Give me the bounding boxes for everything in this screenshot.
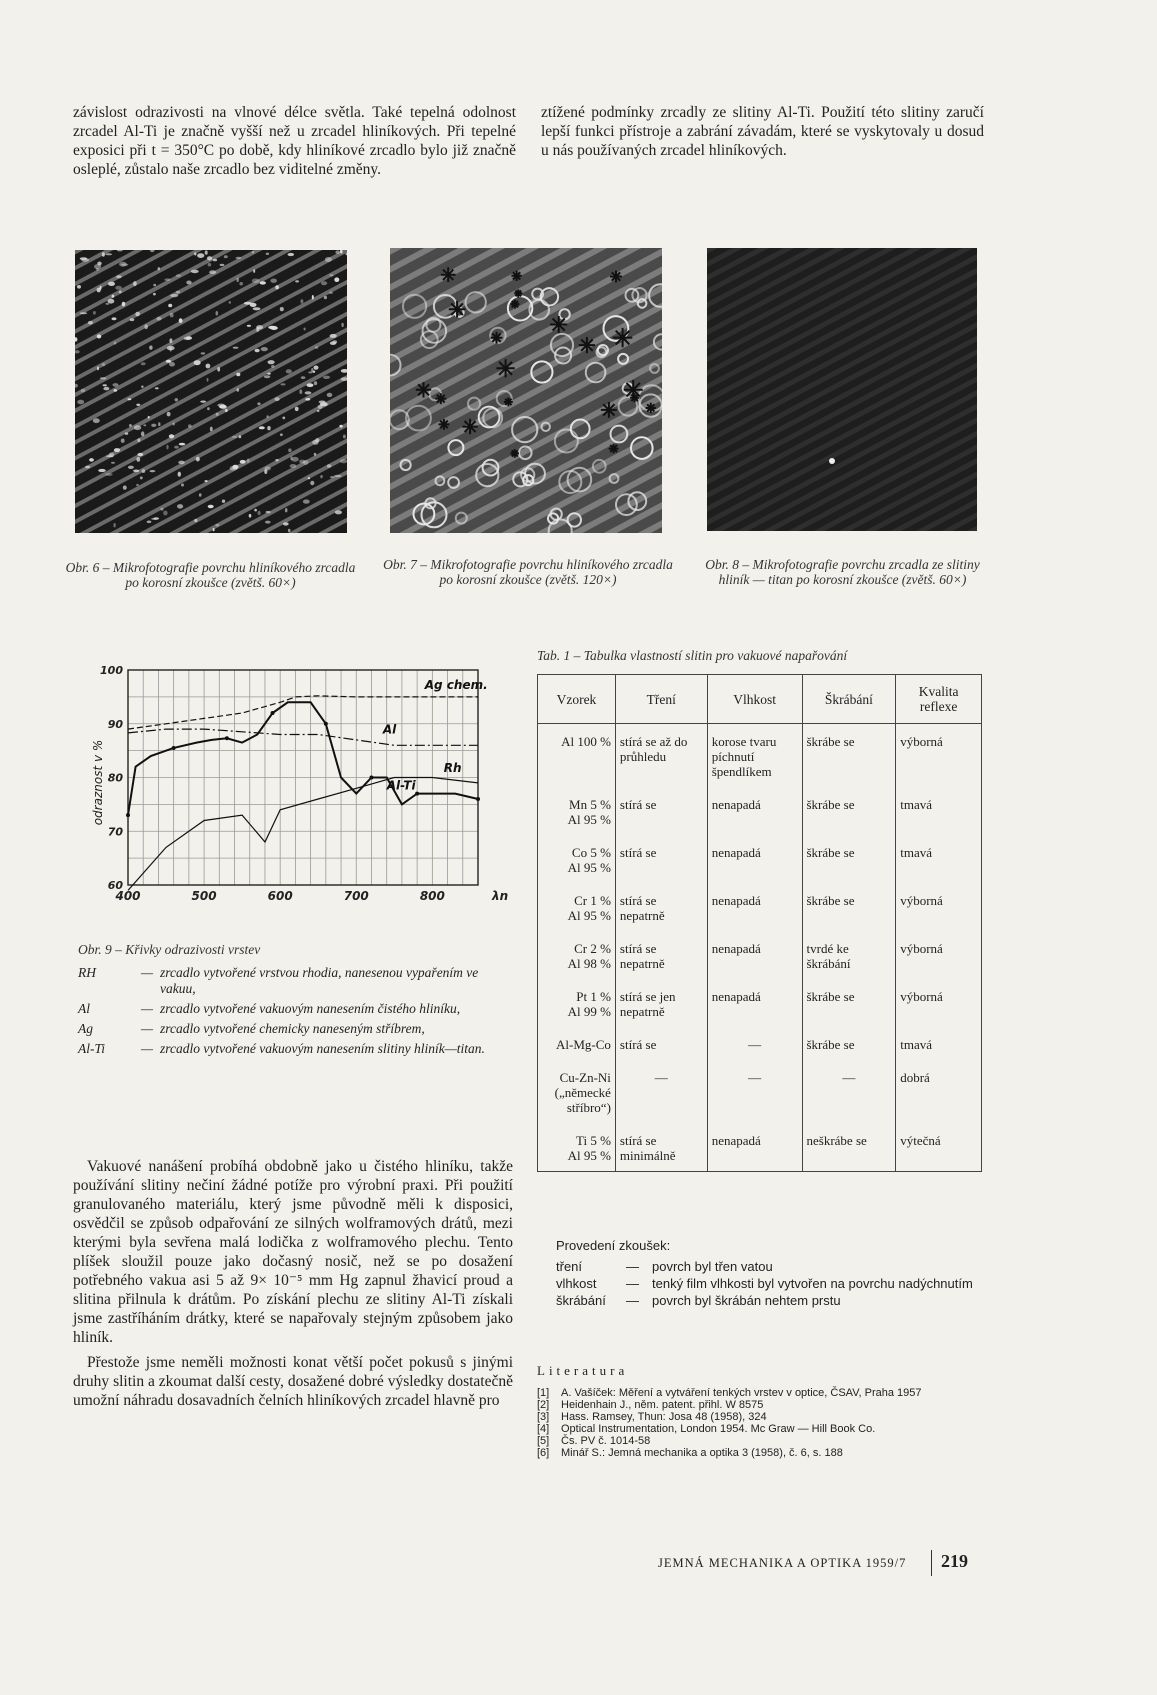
test-note (556, 1259, 976, 1274)
reference-number: [2] (537, 1399, 550, 1411)
table-cell: — (802, 1060, 896, 1123)
series-point (369, 776, 373, 780)
legend-dash: — (140, 1001, 153, 1016)
test-note (556, 1293, 976, 1308)
table-cell: Cr 2 % Al 98 % (538, 931, 616, 979)
legend-entry (78, 1001, 503, 1017)
reference-number: [6] (537, 1447, 550, 1459)
x-tick-label: 500 (191, 889, 217, 903)
reference-number: [1] (537, 1387, 550, 1399)
test-desc: povrch byl škrábán nehtem prstu (652, 1293, 841, 1308)
table-cell: nenapadá (707, 883, 802, 931)
table-cell: stírá se minimálně (615, 1123, 707, 1172)
body-paragraph-2: Přestože jsme neměli možnosti konat větší počet pokusů s jinými druhy slitin a zkoumat další cesty, dosažené dobré výsledky dostatečně umožní náhradu dosavadních čelních hliníkových zrcadel hlavně pro (73, 1354, 513, 1409)
table-cell: Cr 1 % Al 95 % (538, 883, 616, 931)
table-header-cell: Tření (615, 675, 707, 724)
test-desc: tenký film vlhkosti byl vytvořen na povrchu nadýchnutím (652, 1276, 973, 1291)
table-cell: tmavá (896, 787, 982, 835)
table-cell: škrábe se (802, 724, 896, 788)
table-cell: stírá se (615, 787, 707, 835)
y-tick-label: 70 (107, 825, 123, 839)
table-cell: škrábe se (802, 979, 896, 1027)
table-cell: stírá se nepatrně (615, 883, 707, 931)
reference-item (537, 1399, 982, 1411)
x-axis-label: λn (492, 889, 509, 903)
table-cell: výborná (896, 724, 982, 788)
table-cell: nenapadá (707, 979, 802, 1027)
table-cell: stírá se nepatrně (615, 931, 707, 979)
table-cell: Ti 5 % Al 95 % (538, 1123, 616, 1172)
series-point (415, 792, 419, 796)
reference-text: Čs. PV č. 1014-58 (561, 1435, 651, 1447)
series-line-al (128, 729, 478, 745)
table-cell: tmavá (896, 835, 982, 883)
legend-dash: — (140, 1041, 153, 1056)
caption-fig7: Obr. 7 – Mikrofotografie povrchu hliníkového zrcadla po korosní zkoušce (zvětš. 120×) (383, 557, 673, 587)
reference-number: [4] (537, 1423, 550, 1435)
properties-table (537, 674, 982, 1172)
reference-item (537, 1447, 982, 1459)
legend-dash: — (140, 965, 153, 980)
top-right-paragraph: ztížené podmínky zrcadly ze slitiny Al-Ti. Použití této slitiny zaručí lepší funkci přístroje a zabrání závadám, které se vyskytovaly u dosud u nás používaných zrcadel hliníkových. (541, 104, 984, 159)
table-header-cell: Vlhkost (707, 675, 802, 724)
reference-list (537, 1387, 982, 1459)
page-divider (931, 1550, 932, 1576)
table-cell: výtečná (896, 1123, 982, 1172)
series-point (476, 797, 480, 801)
test-term: tření (556, 1259, 583, 1274)
table-cell: stírá se (615, 835, 707, 883)
table-row (538, 1123, 982, 1172)
table-cell: stírá se jen nepatrně (615, 979, 707, 1027)
literature-heading: Literatura (537, 1363, 629, 1378)
legend-text: zrcadlo vytvořené vakuovým nanesením slitiny hliník—titan. (160, 1041, 485, 1056)
legend-text: zrcadlo vytvořené vakuovým nanesením čistého hliníku, (160, 1001, 461, 1016)
x-tick-label: 600 (267, 889, 293, 903)
table-cell: Mn 5 % Al 95 % (538, 787, 616, 835)
micrograph-fig8 (707, 248, 977, 531)
table-row (538, 835, 982, 883)
tests-title: Provedení zkoušek: (556, 1238, 671, 1253)
reference-item (537, 1411, 982, 1423)
test-term: škrábání (556, 1293, 606, 1308)
series-label: Ag chem. (424, 677, 488, 692)
table-cell: neškrábe se (802, 1123, 896, 1172)
y-axis-label: odraznost v % (91, 739, 105, 826)
table-cell: Co 5 % Al 95 % (538, 835, 616, 883)
table-cell: stírá se (615, 1027, 707, 1060)
table-cell: — (615, 1060, 707, 1123)
series-point (172, 746, 176, 750)
table-cell: škrábe se (802, 883, 896, 931)
legend-key: RH (78, 965, 96, 980)
y-tick-label: 100 (100, 664, 123, 677)
table-cell: — (707, 1027, 802, 1060)
table-cell: Al-Mg-Co (538, 1027, 616, 1060)
table-cell: stírá se až do průhledu (615, 724, 707, 788)
test-dash: — (626, 1259, 639, 1274)
legend-entry (78, 1021, 503, 1037)
series-line-al-ti (128, 702, 478, 815)
table-row (538, 883, 982, 931)
table-cell: nenapadá (707, 787, 802, 835)
test-note (556, 1276, 976, 1291)
table-header-cell: Škrábání (802, 675, 896, 724)
table-cell: výborná (896, 883, 982, 931)
legend-entry (78, 965, 503, 997)
table-header-cell: Vzorek (538, 675, 616, 724)
x-tick-label: 700 (343, 889, 369, 903)
caption-fig6: Obr. 6 – Mikrofotografie povrchu hliníkového zrcadla po korosní zkoušce (zvětš. 60×) (65, 560, 356, 590)
table-row (538, 787, 982, 835)
reference-item (537, 1435, 982, 1447)
table-cell: nenapadá (707, 931, 802, 979)
table-cell: škrábe se (802, 835, 896, 883)
legend-entry (78, 1041, 503, 1057)
y-tick-label: 80 (107, 771, 123, 785)
table-row (538, 931, 982, 979)
caption-fig9: Obr. 9 – Křivky odrazivosti vrstev (78, 942, 261, 957)
legend-key: Al (78, 1001, 90, 1016)
series-point (126, 813, 130, 817)
reference-text: Optical Instrumentation, London 1954. Mc Graw — Hill Book Co. (561, 1423, 876, 1435)
fig9-legend (78, 965, 503, 1057)
table-cell: Pt 1 % Al 99 % (538, 979, 616, 1027)
reference-item (537, 1387, 982, 1399)
table-cell: škrábe se (802, 1027, 896, 1060)
legend-dash: — (140, 1021, 153, 1036)
table-cell: škrábe se (802, 787, 896, 835)
table-cell: dobrá (896, 1060, 982, 1123)
y-tick-label: 60 (107, 879, 123, 892)
micrograph-fig6 (75, 250, 347, 533)
table-row (538, 724, 982, 788)
table-cell: výborná (896, 979, 982, 1027)
table-header-cell: Kvalita reflexe (896, 675, 982, 724)
reference-number: [5] (537, 1435, 550, 1447)
reference-text: Heidenhain J., něm. patent. přihl. W 8575 (561, 1399, 764, 1411)
journal-name: JEMNÁ MECHANIKA A OPTIKA 1959/7 (658, 1556, 907, 1570)
footer (658, 1548, 988, 1578)
table-cell: nenapadá (707, 1123, 802, 1172)
table-row (538, 1060, 982, 1123)
reference-text: Hass. Ramsey, Thun: Josa 48 (1958), 324 (561, 1411, 767, 1423)
table-cell: tmavá (896, 1027, 982, 1060)
reference-item (537, 1423, 982, 1435)
test-term: vlhkost (556, 1276, 597, 1291)
x-tick-label: 800 (419, 889, 445, 903)
caption-fig8: Obr. 8 – Mikrofotografie povrchu zrcadla ze slitiny hliník — titan po korosní zkoušce (zvětš. 60×) (705, 557, 980, 587)
legend-text: zrcadlo vytvořené vrstvou rhodia, nanesenou vypařením ve vakuu, (160, 965, 479, 996)
legend-key: Ag (78, 1021, 93, 1036)
body-paragraph-1: Vakuové nanášení probíhá obdobně jako u čistého hliníku, takže používání slitiny nečiní žádné potíže pro výrobní praxi. Při použití granulovaného materiálu, který jsme původně měli k disposici, osvědčil se způsob odpařování ze silných wolframových drátů, mezi kterými byla sevřena malá lodička z wolframového plechu. Tento plíšek sloužil pouze jako dočasný nosič, než se po dosažení potřebného vakua asi 5 až 9× 10⁻⁵ mm Hg zapnul žhavicí proud a slitina přilnula k drátům. Po získání plechu ze slitiny Al-Ti získali jsme zastříháním drátky, které se napařovaly stejným způsobem jako hliník. (73, 1158, 513, 1346)
top-left-paragraph: závislost odrazivosti na vlnové délce světla. Také tepelná odolnost zrcadel Al-Ti je značně vyšší než u zrcadel hliníkových. Při tepelné exposici při t = 350°C po době, kdy hliníkové zrcadlo bylo již značně osleplé, zůstalo naše zrcadlo bez viditelné změny. (73, 104, 516, 178)
series-point (225, 736, 229, 740)
series-label: Al-Ti (386, 778, 416, 793)
table-cell: tvrdé ke škrábání (802, 931, 896, 979)
test-dash: — (626, 1293, 639, 1308)
reference-text: A. Vašíček: Měření a vytváření tenkých vrstev v optice, ČSAV, Praha 1957 (561, 1387, 922, 1399)
table-cell: — (707, 1060, 802, 1123)
legend-text: zrcadlo vytvořené chemicky naneseným stříbrem, (160, 1021, 425, 1036)
table-cell: výborná (896, 931, 982, 979)
micrograph-fig7 (390, 248, 662, 533)
table-title: Tab. 1 – Tabulka vlastností slitin pro vakuové napařování (537, 648, 848, 663)
series-point (324, 722, 328, 726)
series-label: Rh (443, 761, 462, 776)
table-cell: nenapadá (707, 835, 802, 883)
table-cell: Cu-Zn-Ni („německé stříbro“) (538, 1060, 616, 1123)
table-row (538, 1027, 982, 1060)
y-tick-label: 90 (107, 717, 123, 731)
legend-key: Al-Ti (78, 1041, 106, 1056)
table-cell: korose tvaru píchnutí špendlíkem (707, 724, 802, 788)
table-row (538, 979, 982, 1027)
reference-text: Minář S.: Jemná mechanika a optika 3 (1958), č. 6, s. 188 (561, 1447, 843, 1459)
x-tick-label: 400 (115, 889, 141, 903)
series-label: Al (382, 722, 397, 737)
table-cell: Al 100 % (538, 724, 616, 788)
test-dash: — (626, 1276, 639, 1291)
page-number: 219 (941, 1551, 968, 1571)
series-point (271, 711, 275, 715)
test-desc: povrch byl třen vatou (652, 1259, 773, 1274)
reflectance-chart (70, 655, 510, 925)
reference-number: [3] (537, 1411, 550, 1423)
